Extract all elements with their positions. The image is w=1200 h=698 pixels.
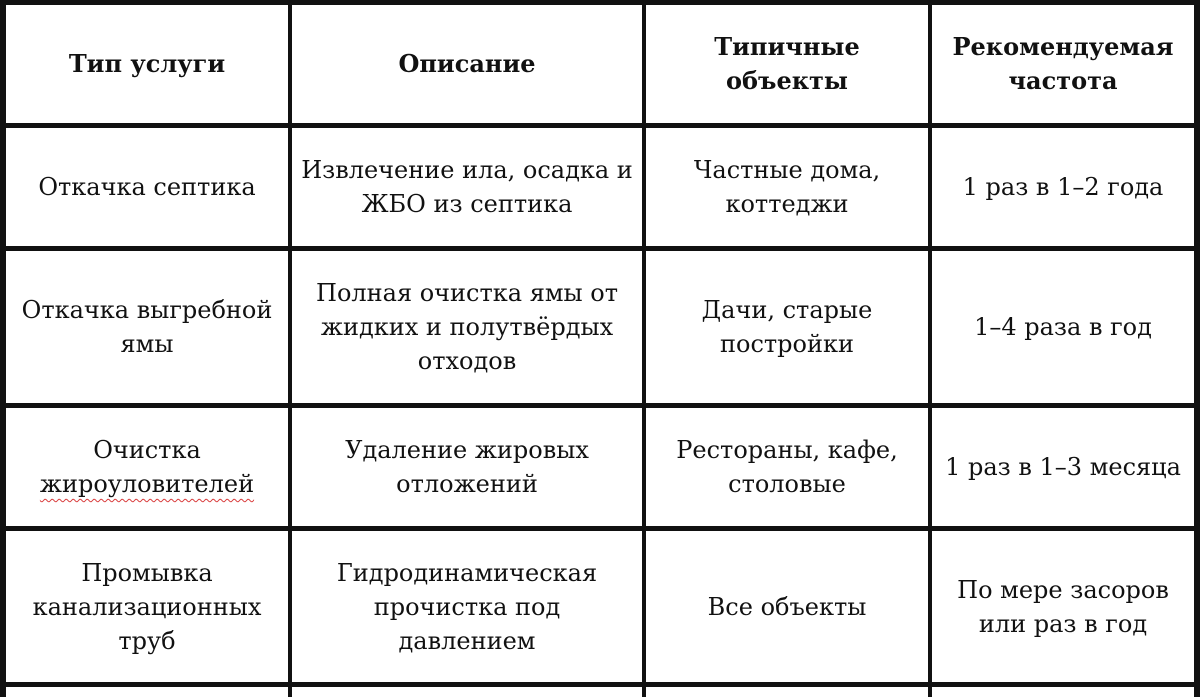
cell-text-line: прочистка под — [373, 592, 561, 621]
table-cell — [292, 408, 642, 526]
cell-text-line: Извлечение ила, осадка и — [301, 156, 633, 184]
header-text: Тип услуги — [68, 49, 226, 78]
cell-text-line: Полная очистка ямы от — [316, 279, 618, 307]
table-cell — [932, 531, 1194, 682]
table-cell — [6, 531, 288, 682]
cell-text-line: давлением — [398, 626, 536, 655]
cell-text-line: Дачи, старые — [701, 296, 873, 324]
cell-text-line: столовые — [728, 470, 846, 498]
cell-text-line: Откачка выгребной — [21, 296, 273, 324]
cell-text: Все объекты — [707, 592, 867, 621]
header-text-line: объекты — [726, 66, 848, 95]
header-text-line: Рекомендуемая — [952, 32, 1174, 61]
spellcheck-underlined-text: жироуловителей — [39, 470, 255, 498]
header-recommended-frequency — [932, 5, 1194, 123]
cell-text-line: Рестораны, кафе, — [676, 436, 898, 464]
cell-text-line: ямы — [120, 330, 174, 358]
table-cell — [932, 128, 1194, 246]
header-service-type — [6, 5, 288, 123]
table-cell-partial — [646, 687, 928, 698]
table-cell — [292, 531, 642, 682]
table-cell — [292, 128, 642, 246]
table-cell — [6, 251, 288, 403]
cell-text-line: отходов — [417, 347, 517, 375]
header-text-line: Типичные — [714, 32, 860, 61]
table-cell — [932, 408, 1194, 526]
header-typical-objects — [646, 5, 928, 123]
cell-text-line: постройки — [720, 330, 854, 358]
cell-text-line: или раз в год — [978, 609, 1148, 638]
table-cell — [6, 128, 288, 246]
cell-text-line: Промывка — [81, 558, 213, 587]
table-cell — [646, 128, 928, 246]
cell-text-line: Гидродинамическая — [336, 558, 598, 587]
table-cell — [646, 408, 928, 526]
cell-text-line: Частные дома, — [693, 156, 881, 184]
cell-text-line: ЖБО из септика — [361, 190, 573, 218]
cell-text-line: канализационных — [32, 592, 262, 621]
cell-text: 1 раз в 1–3 месяца — [945, 453, 1181, 481]
table-cell — [646, 251, 928, 403]
cell-text-line: Очистка — [93, 436, 201, 464]
cell-text-line: жидких и полутвёрдых — [320, 313, 614, 341]
cell-text-line: отложений — [396, 470, 538, 498]
cell-text-line: коттеджи — [725, 190, 849, 218]
header-text-line: частота — [1008, 66, 1118, 95]
cell-text-line: труб — [118, 626, 176, 655]
cell-text-line: По мере засоров — [957, 575, 1169, 604]
header-description — [292, 5, 642, 123]
table-cell-partial — [932, 687, 1194, 698]
cell-text: 1–4 раза в год — [974, 313, 1152, 341]
header-text: Описание — [398, 49, 536, 78]
table-cell — [6, 408, 288, 526]
cell-text: 1 раз в 1–2 года — [962, 173, 1164, 201]
table-cell — [292, 251, 642, 403]
cell-text: Откачка септика — [38, 173, 256, 201]
table-cell-partial — [292, 687, 642, 698]
cell-text-line: Удаление жировых — [345, 436, 589, 464]
table-cell — [646, 531, 928, 682]
table-cell-partial — [6, 687, 288, 698]
table-cell — [932, 251, 1194, 403]
